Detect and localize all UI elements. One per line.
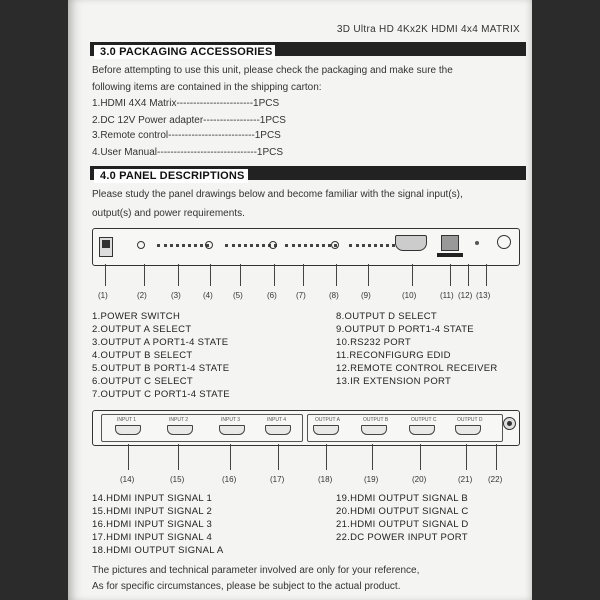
callout-number: (4) [203,291,213,300]
edid-switch-icon [441,235,459,251]
hdmi-input-port-icon [167,425,193,435]
callout-number: (16) [222,475,237,484]
callout-number: (10) [402,291,417,300]
packaging-item: 3.Remote control--------------------------1PCS [92,130,281,141]
callout-number: (19) [364,475,379,484]
list-item: 3.OUTPUT A PORT1-4 STATE [92,337,229,348]
list-item: 5.OUTPUT B PORT1-4 STATE [92,363,230,374]
list-item: 13.IR EXTENSION PORT [336,376,452,387]
edid-label-icon [437,253,463,257]
panel-intro-2: output(s) and power requirements. [92,208,245,219]
list-item: 19.HDMI OUTPUT SIGNAL B [336,493,469,504]
document-header: 3D Ultra HD 4Kx2K HDMI 4x4 MATRIX [336,24,520,35]
callout-number: (8) [329,291,339,300]
callout-number: (18) [318,475,333,484]
list-item: 20.HDMI OUTPUT SIGNAL C [336,506,469,517]
section-bar-packaging [90,42,526,56]
hdmi-output-port-icon [455,425,481,435]
port-label: OUTPUT B [363,417,389,423]
panel-intro-1: Please study the panel drawings below and become familiar with the signal input(s), [92,189,463,200]
port-label: OUTPUT D [457,417,483,423]
callout-number: (5) [233,291,243,300]
port-label: INPUT 2 [169,417,189,423]
dc-power-jack-icon [503,417,516,430]
ir-receiver-icon [475,241,479,245]
list-item: 2.OUTPUT A SELECT [92,324,192,335]
list-item: 9.OUTPUT D PORT1-4 STATE [336,324,474,335]
hdmi-input-port-icon [265,425,291,435]
section-heading-panel: 4.0 PANEL DESCRIPTIONS [94,169,248,183]
manual-page [68,0,532,600]
list-item: 16.HDMI INPUT SIGNAL 3 [92,519,213,530]
list-item: 14.HDMI INPUT SIGNAL 1 [92,493,213,504]
list-item: 7.OUTPUT C PORT1-4 STATE [92,389,230,400]
list-item: 10.RS232 PORT [336,337,412,348]
callout-number: (7) [296,291,306,300]
packaging-item: 4.User Manual------------------------------1PCS [92,147,284,158]
hdmi-output-port-icon [313,425,339,435]
output-c-state-leds-icon [285,244,337,250]
list-item: 21.HDMI OUTPUT SIGNAL D [336,519,469,530]
callout-number: (9) [361,291,371,300]
port-label: OUTPUT A [315,417,340,423]
callout-number: (12) [458,291,473,300]
output-a-state-leds-icon [157,244,209,250]
port-label: INPUT 1 [117,417,137,423]
section-heading-packaging: 3.0 PACKAGING ACCESSORIES [94,45,275,59]
callout-number: (13) [476,291,491,300]
callout-number: (17) [270,475,285,484]
hdmi-output-port-icon [361,425,387,435]
packaging-intro-1: Before attempting to use this unit, please check the packaging and make sure the [92,65,453,76]
list-item: 4.OUTPUT B SELECT [92,350,193,361]
output-d-select-icon [331,241,339,249]
hdmi-input-port-icon [115,425,141,435]
callout-number: (21) [458,475,473,484]
front-panel-list-right [336,310,498,388]
output-b-select-icon [205,241,213,249]
output-d-state-leds-icon [349,244,401,250]
output-a-select-icon [137,241,145,249]
list-item: 17.HDMI INPUT SIGNAL 4 [92,532,213,543]
list-item: 18.HDMI OUTPUT SIGNAL A [92,545,224,556]
front-panel-list-left [92,310,230,401]
back-panel-list-right [336,492,469,544]
packaging-item: 2.DC 12V Power adapter-----------------1PCS [92,115,286,126]
packaging-item: 1.HDMI 4X4 Matrix-----------------------1PCS [92,98,280,109]
callout-number: (3) [171,291,181,300]
callout-number: (1) [98,291,108,300]
hdmi-output-port-icon [409,425,435,435]
list-item: 11.RECONFIGURG EDID [336,350,451,361]
rs232-port-icon [395,235,427,251]
callout-number: (14) [120,475,135,484]
list-item: 22.DC POWER INPUT PORT [336,532,468,543]
list-item: 6.OUTPUT C SELECT [92,376,193,387]
port-label: INPUT 3 [221,417,241,423]
list-item: 8.OUTPUT D SELECT [336,311,437,322]
callout-number: (20) [412,475,427,484]
port-label: OUTPUT C [411,417,437,423]
footer-note-2: As for specific circumstances, please be subject to the actual product. [92,581,401,592]
power-switch-icon [99,237,113,257]
back-panel-drawing [92,410,520,446]
callout-number: (22) [488,475,503,484]
section-bar-panel [90,166,526,180]
list-item: 1.POWER SWITCH [92,311,181,322]
output-c-select-icon [269,241,277,249]
port-label: INPUT 4 [267,417,287,423]
footer-note-1: The pictures and technical parameter involved are only for your reference, [92,565,420,576]
callout-number: (2) [137,291,147,300]
list-item: 15.HDMI INPUT SIGNAL 2 [92,506,213,517]
callout-number: (6) [267,291,277,300]
ir-extension-port-icon [497,235,511,249]
front-panel-drawing [92,228,520,266]
list-item: 12.REMOTE CONTROL RECEIVER [336,363,498,374]
hdmi-input-port-icon [219,425,245,435]
callout-number: (15) [170,475,185,484]
callout-number: (11) [440,291,454,300]
packaging-intro-2: following items are contained in the shipping carton: [92,82,322,93]
back-panel-list-left [92,492,224,557]
